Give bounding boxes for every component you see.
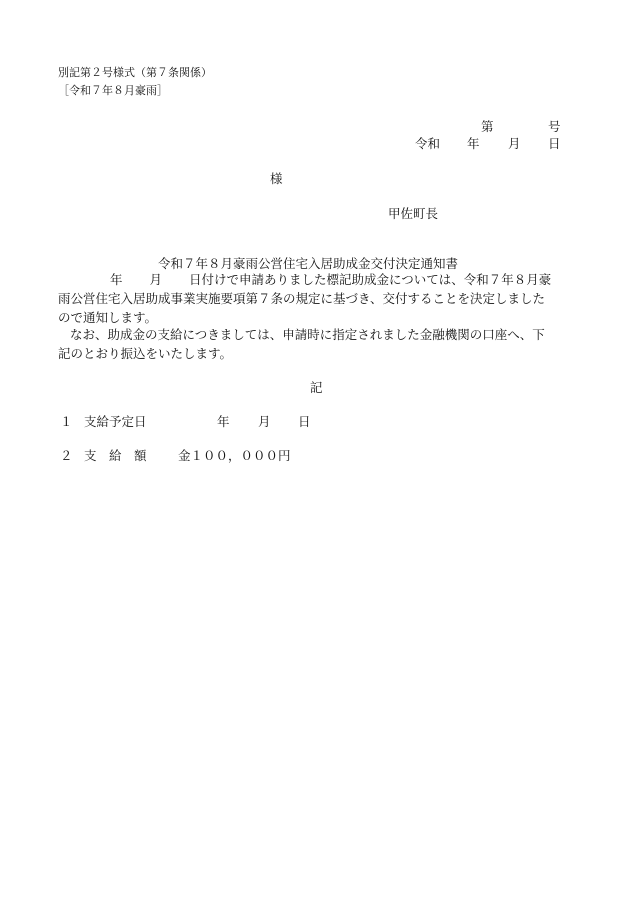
body-p1-line1-rest: 日付けで申請ありました標記助成金については、令和７年８月豪 [189,272,552,287]
item-1-year: 年 [217,414,230,429]
body-p1-line1 [58,270,551,289]
item-2-label: 支 給 額 [84,448,147,463]
disaster-note: ［令和７年８月豪雨］ [58,84,168,97]
document-number-dai: 第 [481,119,494,134]
item-2-value: 金１００，０００円 [178,448,291,463]
body-p1-year: 年 [110,272,123,287]
body-p1-line3: ので通知します。 [58,310,158,325]
issue-date-day: 日 [548,136,561,151]
form-number: 別記第２号様式（第７条関係） [58,66,212,79]
sender-name: 甲佐町長 [388,206,439,221]
document-title: 令和７年８月豪雨公営住宅入居助成金交付決定通知書 [158,256,459,271]
ki-heading: 記 [310,380,323,395]
body-p1-line2: 雨公営住宅入居助成事業実施要項第７条の規定に基づき、交付することを決定しました [58,291,546,306]
issue-date-year: 年 [467,136,480,151]
recipient-honorific: 様 [270,171,283,186]
item-1-number: １ [60,414,73,429]
document-number-gou: 号 [548,119,561,134]
item-1-label: 支給予定日 [84,414,147,429]
item-1-day: 日 [298,414,311,429]
item-1-month: 月 [258,414,271,429]
body-p2-line2: 記のとおり振込をいたします。 [58,346,233,361]
body-paragraph-2 [58,325,545,363]
issue-date-era: 令和 [415,136,441,151]
issue-date-month: 月 [508,136,521,151]
body-p1-month: 月 [149,272,163,287]
body-paragraph-1 [58,270,551,327]
item-2-number: ２ [60,448,73,463]
body-p2-line1: なお、助成金の支給につきましては、申請時に指定されました金融機関の口座へ、下 [70,327,545,342]
